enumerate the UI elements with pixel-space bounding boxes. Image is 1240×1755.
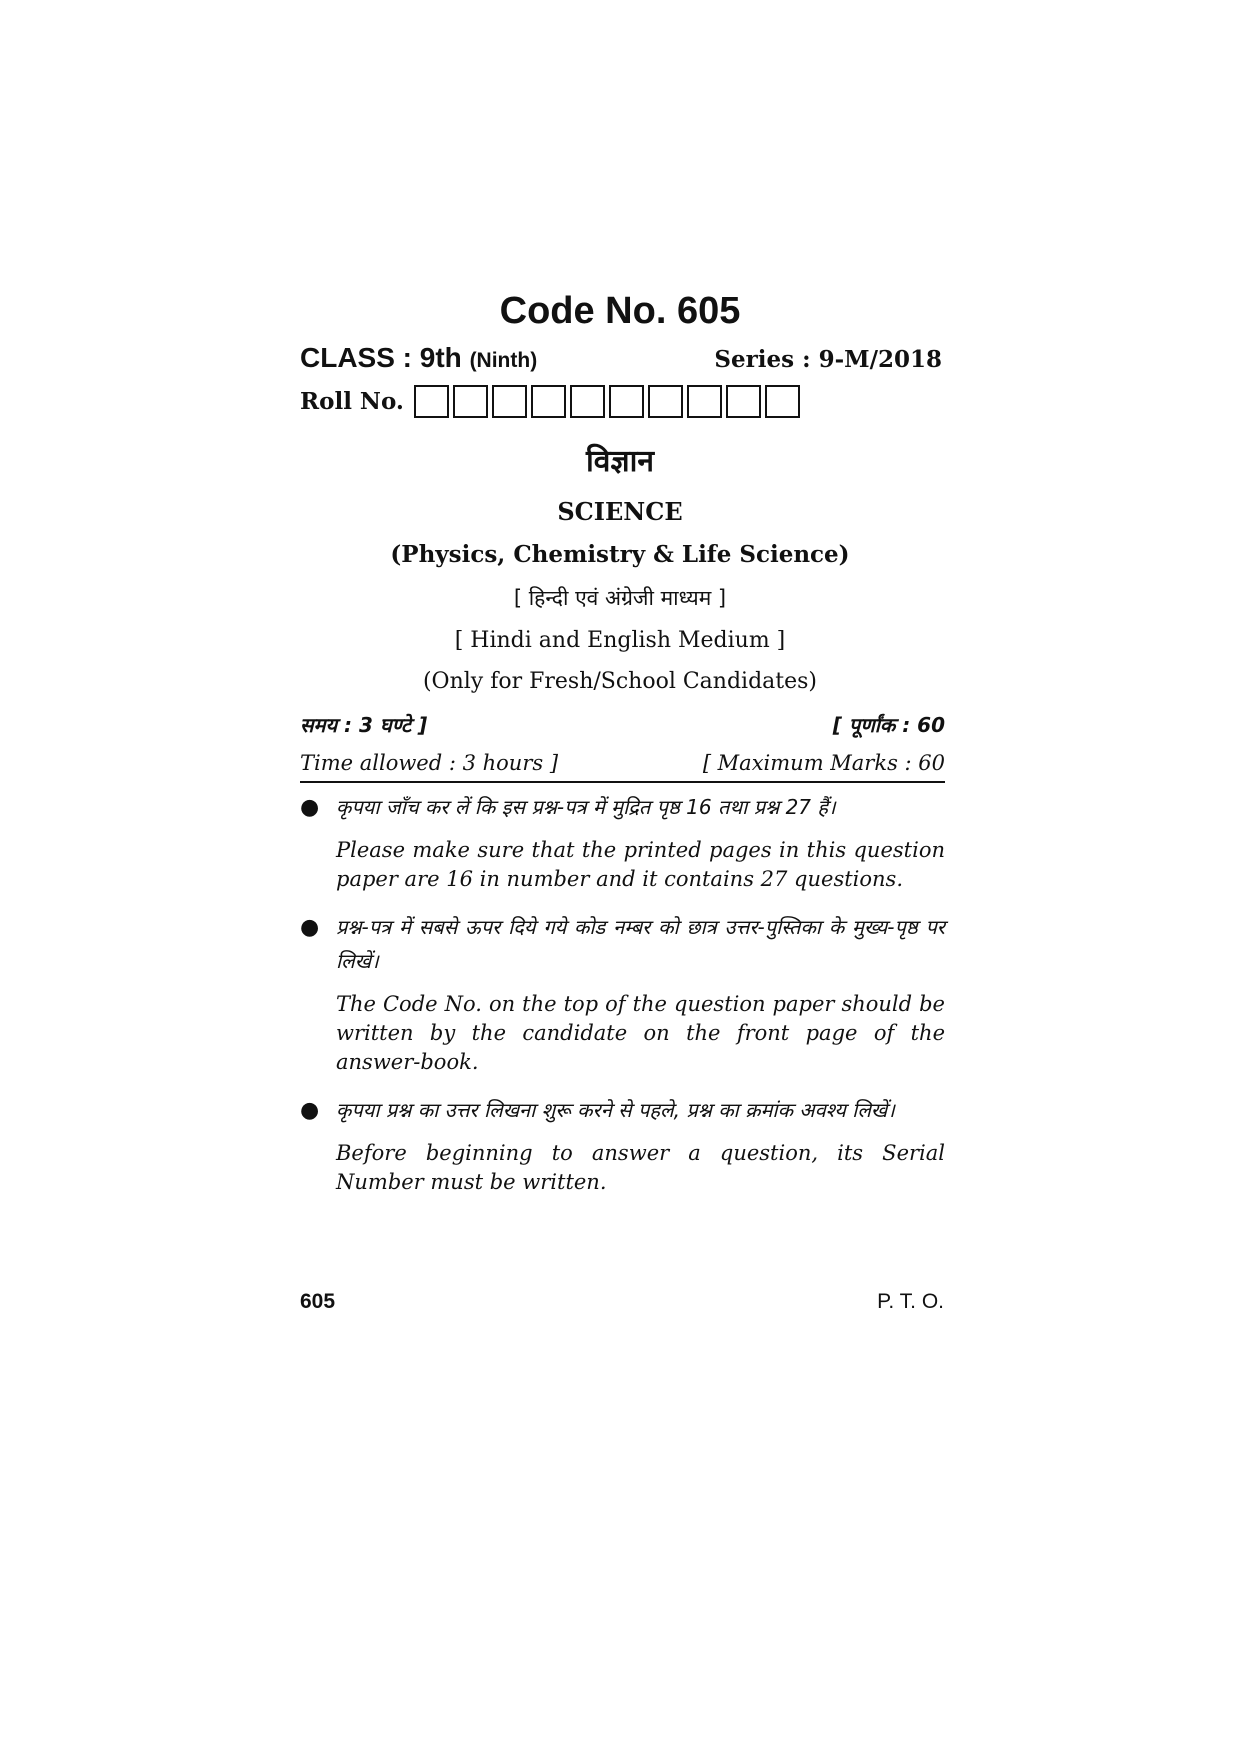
- instruction-hindi: कृपया प्रश्न का उत्तर लिखना शुरू करने से पहले, प्रश्न का क्रमांक अवश्य लिखें।: [336, 1098, 895, 1122]
- subject-branches: (Physics, Chemistry & Life Science): [390, 541, 850, 568]
- roll-number-box[interactable]: [453, 385, 488, 418]
- medium-hindi: [ हिन्दी एवं अंग्रेजी माध्यम ]: [513, 586, 727, 610]
- bullet-icon: ●: [300, 915, 320, 940]
- roll-number-box[interactable]: [609, 385, 644, 418]
- instruction-english: The Code No. on the top of the question paper should be written by the candidate on the front page of the answer-book.: [336, 992, 945, 1074]
- roll-number-row: [300, 381, 804, 421]
- bullet-icon: ●: [300, 795, 320, 820]
- subject-title-english: SCIENCE: [557, 497, 683, 526]
- roll-number-box[interactable]: [726, 385, 761, 418]
- subject-title-hindi: विज्ञान: [585, 444, 655, 479]
- roll-number-box[interactable]: [492, 385, 527, 418]
- instruction-english: Before beginning to answer a question, its Serial Number must be written.: [336, 1141, 945, 1194]
- max-marks-hindi: [ पूर्णांक : 60: [832, 713, 945, 737]
- class-sub-label: (Ninth): [469, 349, 538, 372]
- code-number-title: Code No. 605: [499, 290, 741, 332]
- roll-number-box[interactable]: [531, 385, 566, 418]
- max-marks-english: [ Maximum Marks : 60: [702, 751, 945, 775]
- instruction-english: Please make sure that the printed pages in this question paper are 16 in number and it contains 27 questions.: [336, 838, 945, 891]
- roll-number-box[interactable]: [687, 385, 722, 418]
- roll-number-boxes: [414, 385, 804, 418]
- candidates-note: (Only for Fresh/School Candidates): [422, 669, 818, 694]
- instruction-item: [300, 1093, 945, 1197]
- medium-english: [ Hindi and English Medium ]: [454, 628, 786, 653]
- roll-number-box[interactable]: [648, 385, 683, 418]
- roll-number-label: Roll No.: [300, 387, 404, 415]
- series-label: Series : 9-M/2018: [714, 346, 942, 373]
- time-row-english: [300, 748, 945, 783]
- instruction-item: [300, 910, 945, 1077]
- instruction-item: [300, 790, 945, 894]
- instruction-hindi: कृपया जाँच कर लें कि इस प्रश्न-पत्र में मुद्रित पृष्ठ 16 तथा प्रश्न 27 हैं।: [336, 795, 836, 819]
- roll-number-box[interactable]: [414, 385, 449, 418]
- roll-number-box[interactable]: [765, 385, 800, 418]
- footer-code: 605: [300, 1290, 336, 1313]
- class-value: CLASS : 9th: [300, 342, 462, 373]
- time-row-hindi: [300, 710, 945, 740]
- bullet-icon: ●: [300, 1098, 320, 1123]
- footer-pto: P. T. O.: [877, 1290, 944, 1313]
- roll-number-box[interactable]: [570, 385, 605, 418]
- instruction-hindi: प्रश्न-पत्र में सबसे ऊपर दिये गये कोड नम्बर को छात्र उत्तर-पुस्तिका के मुख्य-पृष्ठ पर लिखें।: [336, 915, 945, 973]
- time-allowed-hindi: समय : 3 घण्टे ]: [300, 713, 428, 737]
- class-label: [300, 340, 537, 379]
- time-allowed-english: Time allowed : 3 hours ]: [300, 751, 559, 775]
- instructions-list: [300, 790, 945, 1213]
